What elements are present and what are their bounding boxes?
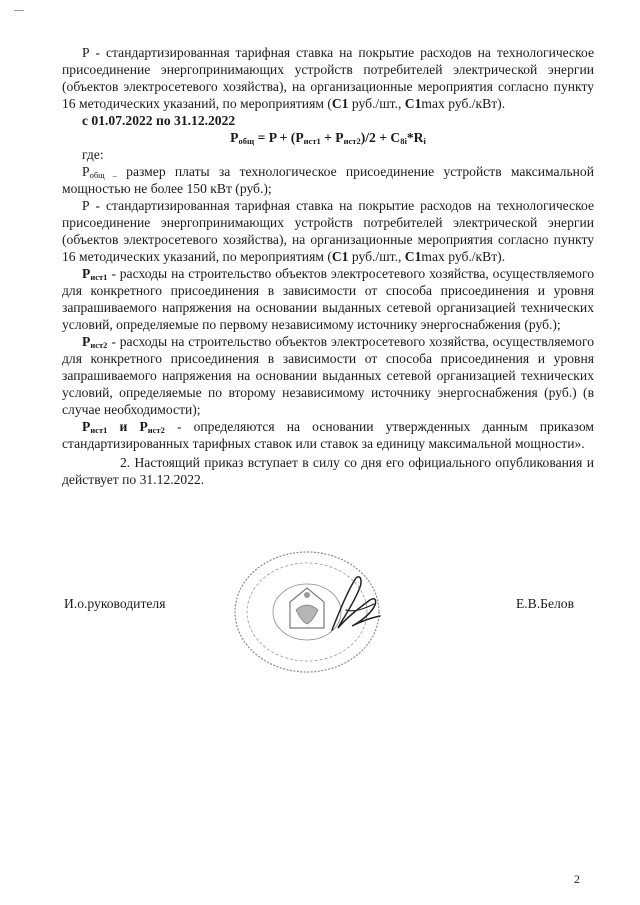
symbol: Р [82, 419, 91, 434]
formula-p: P [230, 130, 239, 145]
document-body [62, 44, 594, 488]
definition-p-ist2 [62, 333, 594, 418]
symbol: Р [82, 266, 91, 281]
definition-text: - расходы на строительство объектов электросетевого хозяйства, осуществляемого для конкретного присоединения в зависимости от способа присоединения и уровня запрашиваемого напряжения на основании выданных сетевой организацией технических условий, определяемые по второму независимому источнику энергоснабжения (руб.) (в случае необходимости); [62, 334, 594, 417]
c1-unit: руб./шт., [348, 96, 405, 111]
c1max-unit: max руб./кВт). [421, 249, 506, 264]
c1max-symbol: С1 [404, 96, 422, 111]
signatory-position: И.о.руководителя [64, 596, 166, 611]
definition-p-ist1 [62, 265, 594, 333]
c1-symbol: С1 [331, 249, 349, 264]
page-number: 2 [574, 872, 580, 886]
definition-text: - определяются на основании утвержденных данным приказом стандартизированных тарифных ставок или ставок за единицу максимальной мощности». [62, 419, 594, 451]
symbol-sub: ист1 [90, 272, 108, 282]
signatory-name: Е.В.Белов [515, 596, 574, 611]
symbol-sub: ист1 [90, 425, 108, 435]
formula-part: )/2 + C [360, 130, 401, 145]
formula [62, 129, 594, 146]
paragraph-standard-rate-2 [62, 197, 594, 265]
symbol-sub: ист2 [147, 425, 165, 435]
symbol-sub: ист2 [90, 340, 108, 350]
paragraph-text: Р - стандартизированная тарифная ставка на покрытие расходов на технологическое присоединение энергопринимающих устройств потребителей электрической энергии (объектов электросетевого хозяйства), на организационные мероприятия согласно пункту 16 методических указаний, по мероприятиям ( [62, 45, 594, 111]
formula-sub-ist1: ист1 [303, 136, 321, 146]
definition-text: размер платы за технологическое присоединение устройств максимальной мощностью не более 150 кВт (руб.); [62, 164, 594, 196]
definition-p-obsh [62, 163, 594, 197]
formula-sub-obsh: общ [238, 136, 255, 146]
where-label: где: [82, 147, 104, 162]
symbol-sub: общ – [89, 170, 117, 180]
symbol: Р [82, 164, 90, 179]
formula-sub-8i: 8i [400, 136, 407, 146]
paragraph-standard-rate-1 [62, 44, 594, 112]
formula-part: + P [320, 130, 344, 145]
paragraph-text: Р - стандартизированная тарифная ставка на покрытие расходов на технологическое присоединение энергопринимающих устройств потребителей электрической энергии (объектов электросетевого хозяйства), на организационные мероприятия согласно пункту 16 методических указаний, по мероприятиям ( [62, 198, 594, 264]
definition-p-ist1-ist2 [62, 418, 594, 452]
formula-sub-ist2: ист2 [343, 136, 361, 146]
conjunction: и [107, 419, 140, 434]
signature-block [64, 596, 574, 616]
definition-text: - расходы на строительство объектов электросетевого хозяйства, осуществляемого для конкретного присоединения в зависимости от способа присоединения и уровня запрашиваемого напряжения на основании выданных сетевой организацией технических условий, определяемые по первому независимому источнику энергоснабжения (руб.); [62, 266, 594, 332]
scan-mark [14, 10, 24, 11]
formula-sub-i: i [423, 136, 426, 146]
period-heading: с 01.07.2022 по 31.12.2022 [82, 113, 236, 128]
symbol: Р [139, 419, 148, 434]
c1max-symbol: С1 [404, 249, 422, 264]
c1max-unit: max руб./кВт). [421, 96, 506, 111]
clause-2: 2. Настоящий приказ вступает в силу со дня его официального опубликования и действует по 31.12.2022. [62, 455, 594, 487]
formula-part: = P + (P [254, 130, 304, 145]
formula-part: *R [406, 130, 424, 145]
c1-unit: руб./шт., [348, 249, 405, 264]
symbol: Р [82, 334, 91, 349]
c1-symbol: С1 [331, 96, 349, 111]
